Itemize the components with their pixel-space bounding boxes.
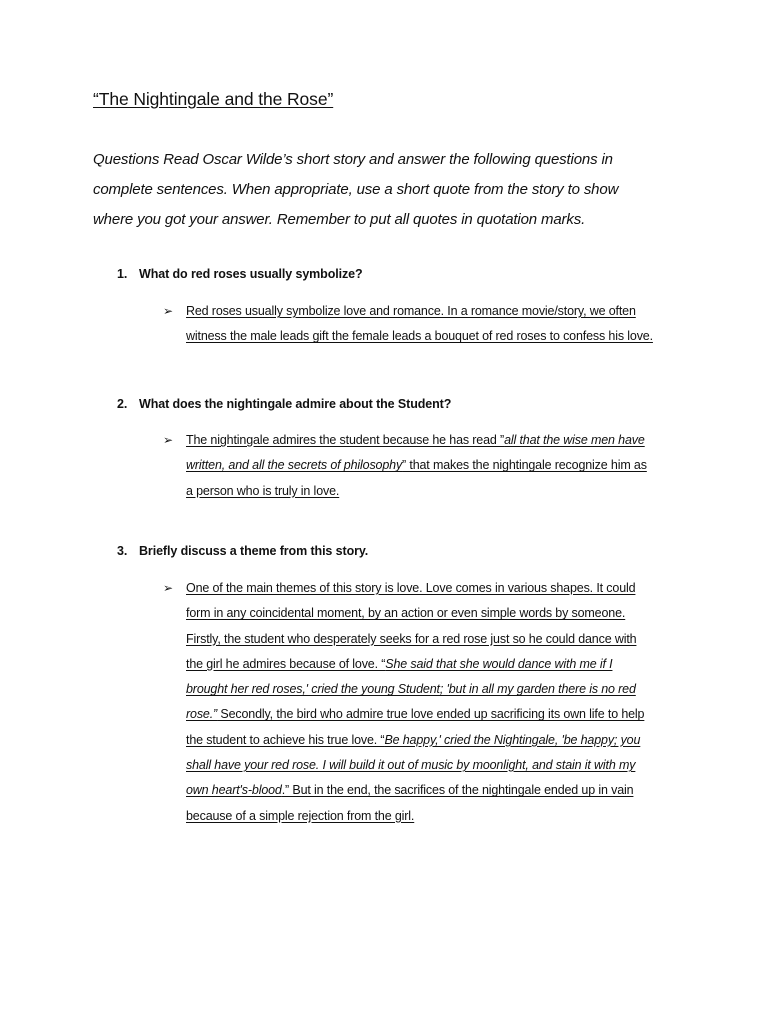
answer-3 [163, 576, 644, 829]
answer-line [186, 728, 644, 753]
arrowhead-bullet-icon: ➢ [163, 304, 173, 318]
document-title: “The Nightingale and the Rose” [93, 89, 334, 109]
answer-text: witness the male leads gift the female leads a bouquet of red roses to confess his love. [186, 329, 653, 344]
answer-line [186, 753, 644, 778]
answer-line [186, 299, 653, 324]
question-2 [117, 397, 451, 411]
answer-text: the student to achieve his true love. “ [186, 732, 385, 747]
answer-text: form in any coincidental moment, by an action or even simple words by someone. [186, 606, 626, 621]
quote-text: She said that she would dance with me if I [385, 656, 613, 671]
quote-text: own heart's-blood [186, 783, 282, 798]
answer-text: .” But in the end, the sacrifices of the nightingale ended up in vain [281, 783, 634, 798]
answer-1 [163, 299, 653, 350]
answer-line [186, 428, 647, 453]
quote-text: written, and all the secrets of philosophy [186, 458, 403, 473]
answer-line [186, 576, 644, 601]
answer-text: Red roses usually symbolize love and romance. In a romance movie/story, we often [186, 304, 636, 318]
answer-text: a person who is truly in love. [186, 483, 340, 498]
question-text: Briefly discuss a theme from this story. [139, 544, 369, 558]
question-text: What does the nightingale admire about the Student? [139, 397, 452, 411]
answer-line [186, 702, 644, 727]
answer-text: Firstly, the student who desperately seeks for a red rose just so he could dance with [186, 631, 637, 646]
answer-text: because of a simple rejection from the girl. [186, 808, 415, 823]
question-number: 2. [117, 397, 128, 411]
question-3 [117, 544, 368, 558]
instructions-line: where you got your answer. Remember to put all quotes in quotation marks. [93, 211, 586, 228]
answer-line [186, 601, 644, 626]
answer-text: ” that makes the nightingale recognize him as [402, 458, 647, 473]
answer-line [186, 453, 647, 478]
answer-line [186, 652, 644, 677]
answer-line [186, 677, 644, 702]
instructions-paragraph [93, 145, 653, 235]
question-1 [117, 267, 363, 281]
question-number: 1. [117, 267, 128, 281]
question-text: What do red roses usually symbolize? [139, 267, 363, 281]
answer-text: The nightingale admires the student because he has read ” [186, 433, 505, 447]
question-number: 3. [117, 544, 128, 558]
answer-line [186, 804, 644, 829]
answer-2 [163, 428, 647, 504]
arrowhead-bullet-icon: ➢ [163, 581, 173, 595]
answer-text: the girl he admires because of love. “ [186, 656, 386, 671]
answer-line [186, 479, 647, 504]
answer-line [186, 778, 644, 803]
answer-text: Secondly, the bird who admire true love ended up sacrificing its own life to help [217, 707, 645, 722]
quote-text: all that the wise men have [504, 433, 645, 447]
quote-text: brought her red roses,' cried the young Student; 'but in all my garden there is no red [186, 682, 636, 697]
quote-text: shall have your red rose. I will build it out of music by moonlight, and stain it with my [186, 758, 636, 773]
quote-text: rose.” [186, 707, 218, 722]
instructions-line: Questions Read Oscar Wilde’s short story and answer the following questions in [93, 151, 613, 168]
answer-line [186, 627, 644, 652]
answer-text: One of the main themes of this story is love. Love comes in various shapes. It could [186, 581, 636, 595]
answer-line [186, 324, 653, 349]
instructions-line: complete sentences. When appropriate, use a short quote from the story to show [93, 181, 619, 198]
quote-text: Be happy,' cried the Nightingale, 'be happy; you [384, 732, 641, 747]
arrowhead-bullet-icon: ➢ [163, 433, 173, 447]
